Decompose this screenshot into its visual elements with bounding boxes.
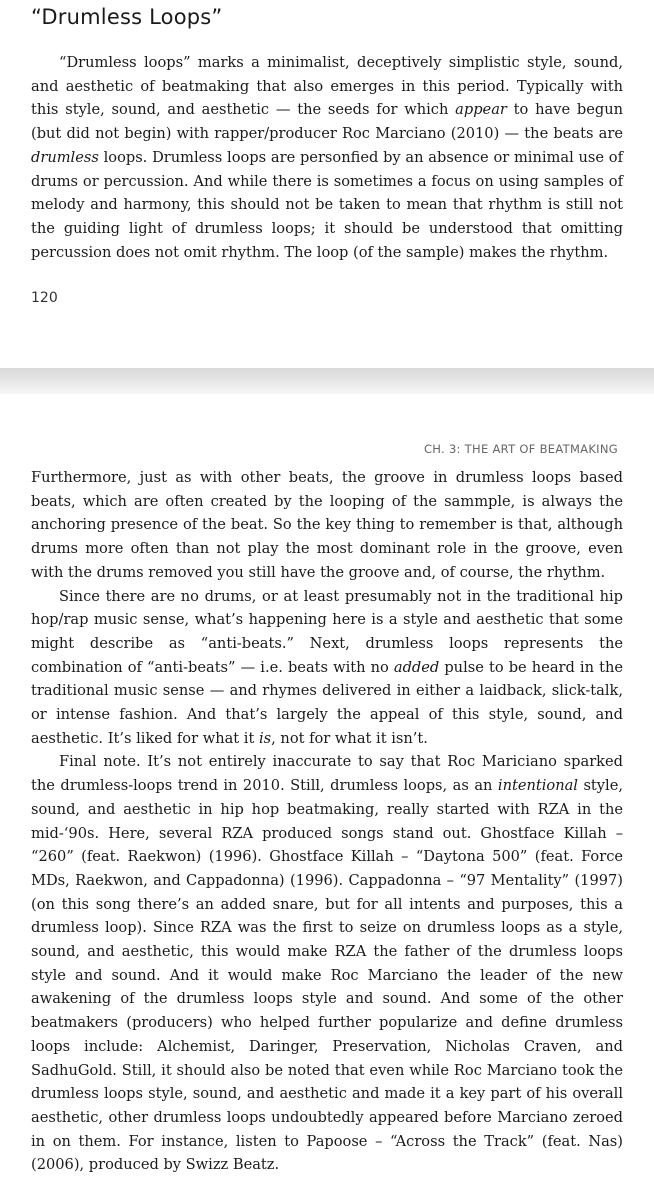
- paragraph-3: [31, 750, 623, 1177]
- text-run: Final note. It’s not entirely inaccurate to say that Roc Mariciano sparked the drumless-loops trend in 2010. Still, drumless loops, as an: [31, 753, 623, 795]
- lower-page: [0, 394, 654, 1200]
- page-divider: [0, 368, 654, 394]
- text-run: to have begun (but did not begin) with rapper/producer Roc Marciano (2010) — the beats are: [31, 101, 623, 143]
- paragraph-1: [31, 466, 623, 585]
- text-run-italic: appear: [455, 101, 507, 119]
- text-run: Since there are no drums, or at least presumably not in the traditional hip hop/rap music sense, what’s happening here is a style and aesthetic that some might describe as “anti-beats.” Next, drumless loops represents the combination of “anti-beats” — i.e. beats with no: [31, 587, 623, 676]
- text-run-italic: added: [393, 658, 440, 676]
- upper-page: [0, 0, 654, 368]
- top-paragraph: [31, 51, 623, 264]
- running-head: CH. 3: THE ART OF BEATMAKING: [423, 442, 618, 456]
- text-run: Furthermore, just as with other beats, the groove in drumless loops based beats, which are often created by the looping of the sammple, is always the anchoring presence of the beat. So the key thing to remember is that, although drums more often than not play the most dominant role in the groove, even with the drums removed you still have the groove and, of course, the rhythm.: [31, 469, 623, 581]
- text-run: pulse to be heard in the traditional music sense — and rhymes delivered in either a laidback, slick-talk, or intense fashion. And that’s largely the appeal of this style, sound, and aesthetic. It’s liked for what it: [31, 658, 623, 747]
- text-run-italic: is: [258, 729, 272, 747]
- text-run: style, sound, and aesthetic in hip hop beatmaking, really started with RZA in the mid-‘90s. Here, several RZA produced songs stand out. Ghostface Killah – “260” (feat. Raekwon) (1996). Ghostface Killah – “Daytona 500” (feat. Force MDs, Raekwon, and Cappadonna) (1996). Cappadonna – “97 Mentality” (1997) (on this song there’s an added snare, but for all intents and purposes, this a drumless loop). Since RZA was the first to seize on drumless loops as a style, sound, and aesthetic, this would make RZA the father of the drumless loops style and sound. And it would make Roc Marciano the leader of the new awakening of the drumless loops style and sound. And some of the other beatmakers (producers) who helped further popularize and define drumless loops include: Alchemist, Daringer, Preservation, Nicholas Craven, and SadhuGold. Still, it should also be noted that even while Roc Marciano took the drumless loops style, sound, and aesthetic and made it a key part of his overall aesthetic, other drumless loops undoubtedly appeared before Marciano zeroed in on them. For instance, listen to Papoose – “Across the Track” (feat. Nas) (2006), produced by Swizz Beatz.: [31, 777, 623, 1174]
- text-run: loops. Drumless loops are personfied by an absence or minimal use of drums or percussion. And while there is sometimes a focus on using samples of melody and harmony, this should not be taken to mean that rhythm is still not the guiding light of drumless loops; it should be understood that omitting percussion does not omit rhythm. The loop (of the sample) makes the rhythm.: [31, 148, 623, 261]
- text-run: , not for what it isn’t.: [271, 729, 428, 747]
- text-run-italic: intentional: [497, 777, 578, 795]
- page-number: 120: [31, 290, 58, 306]
- text-run-italic: drumless: [31, 148, 99, 166]
- text-run: “Drumless loops” marks a minimalist, deceptively simplistic style, sound, and aesthetic of beatmaking that also emerges in this period. Typically with this style, sound, and aesthetic — the seeds for which: [31, 54, 623, 119]
- section-heading: “Drumless Loops”: [31, 5, 223, 29]
- paragraph-2: [31, 585, 623, 751]
- bottom-body: [31, 466, 623, 1177]
